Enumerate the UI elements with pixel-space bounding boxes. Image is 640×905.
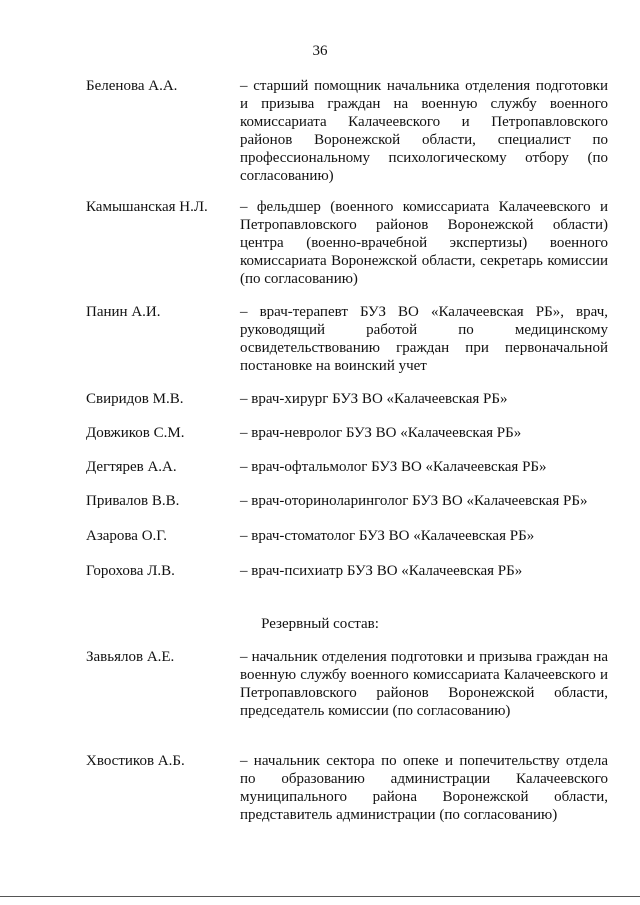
member-role: – врач-терапевт БУЗ ВО «Калачеевская РБ», врач, руководящий работой по медицинскому освидетельствованию граждан при первоначальной постановке на воинский учет (240, 304, 608, 374)
reserve-section-title: Резервный состав: (261, 616, 379, 632)
member-role: – старший помощник начальника отделения подготовки и призыва граждан на военную службу военного комиссариата Калачеевского и Петропавловского районов Воронежской области, специалист по профессиональному психологическому отбору (по согласованию) (240, 78, 608, 184)
member-name: Азарова О.Г. (86, 528, 168, 544)
member-role: – врач-психиатр БУЗ ВО «Калачеевская РБ» (240, 563, 523, 579)
member-name: Беленова А.А. (86, 78, 178, 94)
member-name: Хвостиков А.Б. (86, 753, 185, 769)
member-name: Дегтярев А.А. (86, 459, 177, 475)
member-name: Свиридов М.В. (86, 391, 184, 407)
member-role: – врач-оториноларинголог БУЗ ВО «Калачеевская РБ» (240, 493, 588, 509)
member-role: – врач-хирург БУЗ ВО «Калачеевская РБ» (240, 391, 508, 407)
member-role: – начальник сектора по опеке и попечительству отдела по образованию администрации Калачеевского муниципального района Воронежской области, представитель администрации (по согласованию) (240, 753, 608, 823)
member-role: – фельдшер (военного комиссариата Калачеевского и Петропавловского районов Воронежской области) центра (военно-врачебной экспертизы) военного комиссариата Воронежской области, секретарь комиссии (по согласованию) (240, 199, 608, 287)
member-name: Привалов В.В. (86, 493, 180, 509)
member-name: Панин А.И. (86, 304, 161, 320)
member-name: Довжиков С.М. (86, 425, 185, 441)
member-role: – врач-невролог БУЗ ВО «Калачеевская РБ» (240, 425, 522, 441)
member-role: – врач-офтальмолог БУЗ ВО «Калачеевская РБ» (240, 459, 547, 475)
member-name: Завьялов А.Е. (86, 649, 175, 665)
member-name: Горохова Л.В. (86, 563, 175, 579)
member-role: – врач-стоматолог БУЗ ВО «Калачеевская РБ» (240, 528, 535, 544)
member-name: Камышанская Н.Л. (86, 199, 208, 215)
member-role: – начальник отделения подготовки и призыва граждан на военную службу военного комиссариата Калачеевского и Петропавловского районов Воронежской области, председатель комиссии (по согласованию) (240, 649, 608, 719)
page-number: 36 (312, 43, 328, 59)
footer-divider (0, 896, 640, 897)
